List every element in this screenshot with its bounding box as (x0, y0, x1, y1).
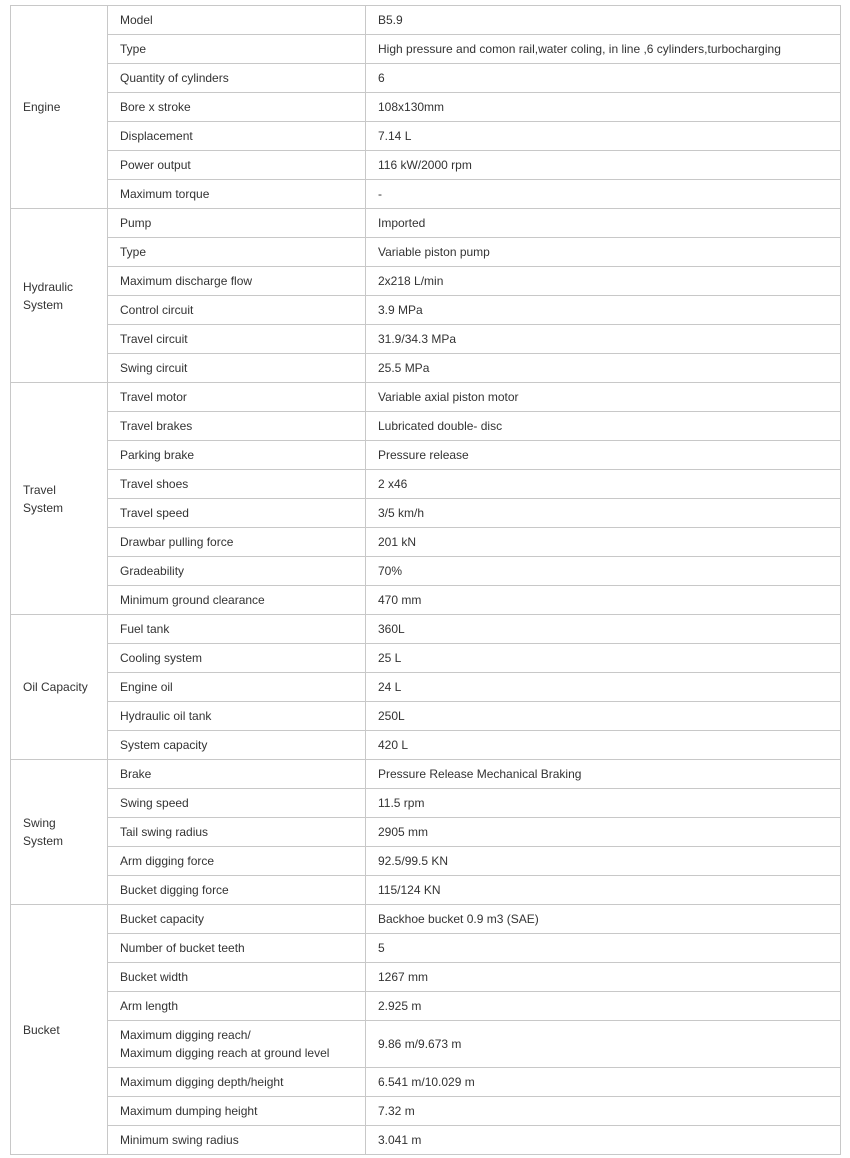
spec-label-cell: Bore x stroke (108, 93, 366, 122)
spec-value-cell: - (366, 180, 841, 209)
table-row (11, 64, 841, 93)
spec-value-cell: Variable piston pump (366, 238, 841, 267)
category-cell: Engine (11, 6, 108, 209)
spec-label-cell: System capacity (108, 731, 366, 760)
spec-value-cell: 3/5 km/h (366, 499, 841, 528)
spec-label-cell: Brake (108, 760, 366, 789)
table-row (11, 238, 841, 267)
spec-label-cell: Bucket capacity (108, 905, 366, 934)
spec-value-cell: 2.925 m (366, 992, 841, 1021)
spec-value-cell: Imported (366, 209, 841, 238)
spec-label-cell: Bucket width (108, 963, 366, 992)
spec-value-cell: B5.9 (366, 6, 841, 35)
spec-value-cell: 360L (366, 615, 841, 644)
table-row (11, 151, 841, 180)
spec-value-cell: 3.9 MPa (366, 296, 841, 325)
table-row (11, 760, 841, 789)
spec-value-cell: Variable axial piston motor (366, 383, 841, 412)
spec-table (10, 5, 841, 1155)
table-row (11, 557, 841, 586)
spec-value-cell: 470 mm (366, 586, 841, 615)
spec-value-cell: 6.541 m/10.029 m (366, 1068, 841, 1097)
spec-value-cell: 2 x46 (366, 470, 841, 499)
spec-label-cell: Control circuit (108, 296, 366, 325)
spec-label-cell: Travel motor (108, 383, 366, 412)
table-row (11, 383, 841, 412)
table-row (11, 615, 841, 644)
spec-label-cell: Model (108, 6, 366, 35)
table-row (11, 818, 841, 847)
table-row (11, 934, 841, 963)
spec-value-cell: High pressure and comon rail,water coling, in line ,6 cylinders,turbocharging (366, 35, 841, 64)
spec-label-cell: Displacement (108, 122, 366, 151)
spec-label-cell: Arm digging force (108, 847, 366, 876)
spec-value-cell: 11.5 rpm (366, 789, 841, 818)
spec-value-cell: 6 (366, 64, 841, 93)
table-row (11, 847, 841, 876)
spec-value-cell: 116 kW/2000 rpm (366, 151, 841, 180)
spec-value-cell: 5 (366, 934, 841, 963)
table-row (11, 354, 841, 383)
table-row (11, 1097, 841, 1126)
spec-value-cell: 201 kN (366, 528, 841, 557)
spec-value-cell: 92.5/99.5 KN (366, 847, 841, 876)
table-row (11, 122, 841, 151)
spec-label-cell: Gradeability (108, 557, 366, 586)
spec-label-cell: Number of bucket teeth (108, 934, 366, 963)
spec-label-cell: Type (108, 238, 366, 267)
table-row (11, 35, 841, 64)
table-row (11, 876, 841, 905)
spec-value-cell: 420 L (366, 731, 841, 760)
table-row (11, 586, 841, 615)
table-row (11, 180, 841, 209)
spec-value-cell: 70% (366, 557, 841, 586)
spec-label-cell: Swing circuit (108, 354, 366, 383)
spec-label-cell: Cooling system (108, 644, 366, 673)
spec-label-cell: Fuel tank (108, 615, 366, 644)
spec-label-cell: Travel circuit (108, 325, 366, 354)
spec-label-cell: Minimum ground clearance (108, 586, 366, 615)
spec-value-cell: 1267 mm (366, 963, 841, 992)
table-row (11, 6, 841, 35)
spec-label-cell: Parking brake (108, 441, 366, 470)
table-row (11, 325, 841, 354)
spec-value-cell: 250L (366, 702, 841, 731)
spec-label-cell: Power output (108, 151, 366, 180)
spec-value-cell: 3.041 m (366, 1126, 841, 1155)
table-row (11, 1126, 841, 1155)
spec-label-cell: Bucket digging force (108, 876, 366, 905)
table-row (11, 702, 841, 731)
table-row (11, 209, 841, 238)
table-row (11, 992, 841, 1021)
table-row (11, 267, 841, 296)
spec-label-cell: Quantity of cylinders (108, 64, 366, 93)
table-row (11, 731, 841, 760)
category-cell: Swing System (11, 760, 108, 905)
table-row (11, 789, 841, 818)
table-row (11, 963, 841, 992)
table-row (11, 296, 841, 325)
spec-value-cell: 2905 mm (366, 818, 841, 847)
table-row (11, 644, 841, 673)
category-cell: Hydraulic System (11, 209, 108, 383)
spec-value-cell: 9.86 m/9.673 m (366, 1021, 841, 1068)
table-row (11, 441, 841, 470)
spec-value-cell: 2x218 L/min (366, 267, 841, 296)
spec-value-cell: 7.32 m (366, 1097, 841, 1126)
spec-label-cell: Maximum digging depth/height (108, 1068, 366, 1097)
spec-value-cell: 108x130mm (366, 93, 841, 122)
spec-value-cell: 7.14 L (366, 122, 841, 151)
spec-label-cell: Swing speed (108, 789, 366, 818)
spec-label-cell: Travel brakes (108, 412, 366, 441)
spec-label-cell: Maximum dumping height (108, 1097, 366, 1126)
spec-value-cell: 25 L (366, 644, 841, 673)
spec-label-cell: Type (108, 35, 366, 64)
category-cell: Bucket (11, 905, 108, 1155)
spec-value-cell: Lubricated double- disc (366, 412, 841, 441)
spec-value-cell: Pressure release (366, 441, 841, 470)
spec-label-cell: Arm length (108, 992, 366, 1021)
table-row (11, 673, 841, 702)
spec-label-cell: Travel speed (108, 499, 366, 528)
spec-value-cell: Pressure Release Mechanical Braking (366, 760, 841, 789)
spec-label-cell: Minimum swing radius (108, 1126, 366, 1155)
spec-label-cell: Drawbar pulling force (108, 528, 366, 557)
table-row (11, 905, 841, 934)
spec-label-cell: Maximum digging reach/ Maximum digging reach at ground level (108, 1021, 366, 1068)
spec-label-cell: Hydraulic oil tank (108, 702, 366, 731)
spec-table-body (11, 6, 841, 1155)
table-row (11, 528, 841, 557)
table-row (11, 1021, 841, 1068)
spec-label-cell: Pump (108, 209, 366, 238)
spec-label-cell: Engine oil (108, 673, 366, 702)
category-cell: Oil Capacity (11, 615, 108, 760)
table-row (11, 470, 841, 499)
spec-value-cell: 115/124 KN (366, 876, 841, 905)
spec-value-cell: Backhoe bucket 0.9 m3 (SAE) (366, 905, 841, 934)
table-row (11, 499, 841, 528)
spec-value-cell: 25.5 MPa (366, 354, 841, 383)
category-cell: Travel System (11, 383, 108, 615)
spec-value-cell: 31.9/34.3 MPa (366, 325, 841, 354)
table-row (11, 93, 841, 122)
spec-label-cell: Tail swing radius (108, 818, 366, 847)
table-row (11, 412, 841, 441)
spec-value-cell: 24 L (366, 673, 841, 702)
spec-label-cell: Maximum discharge flow (108, 267, 366, 296)
spec-label-cell: Travel shoes (108, 470, 366, 499)
spec-label-cell: Maximum torque (108, 180, 366, 209)
table-row (11, 1068, 841, 1097)
